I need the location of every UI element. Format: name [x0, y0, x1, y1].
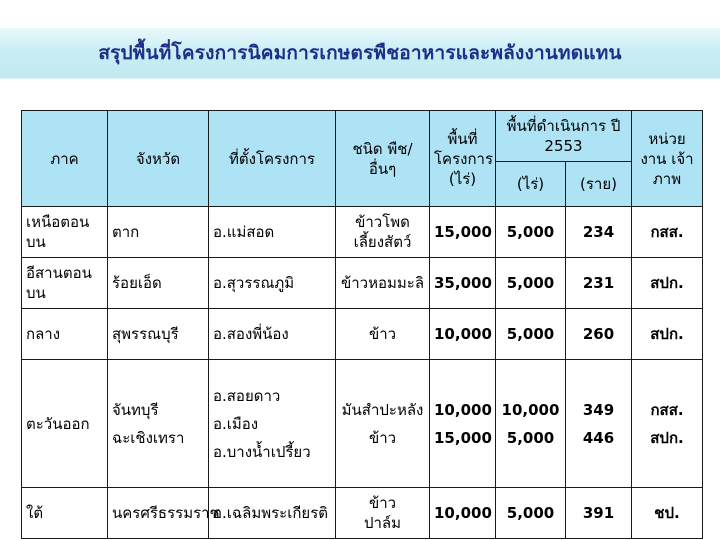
- header-province: จังหวัด: [108, 111, 209, 207]
- header-crop: ชนิด พืช/อื่นๆ: [336, 111, 430, 207]
- cell-region: ใต้: [22, 488, 108, 539]
- cell-crop: [336, 207, 430, 258]
- cell-project-area: [430, 360, 496, 488]
- table-row: [22, 207, 703, 258]
- cell-op-people: [566, 207, 632, 258]
- cell-project-area-value: 15,000: [434, 428, 492, 447]
- cell-province-value: ตาก: [112, 223, 140, 241]
- cell-crop-value: ปาล์ม: [363, 514, 402, 532]
- cell-location: [209, 309, 336, 360]
- table-row: [22, 309, 703, 360]
- cell-agency: [632, 309, 703, 360]
- cell-location: [209, 488, 336, 539]
- cell-agency-value: สปก.: [650, 428, 684, 447]
- cell-op-people-value: 349: [582, 400, 615, 419]
- title-band: [0, 28, 720, 78]
- cell-location-value: อ.แม่สอด: [213, 223, 275, 241]
- cell-op-people-value: 234: [582, 223, 615, 241]
- cell-op-rai: [496, 258, 566, 309]
- cell-op-people: [566, 309, 632, 360]
- cell-agency: [632, 360, 703, 488]
- cell-op-people-value: 391: [582, 504, 615, 522]
- cell-crop: [336, 360, 430, 488]
- cell-project-area: [430, 207, 496, 258]
- header-people: (ราย): [566, 162, 632, 207]
- header-project-area: พื้นที่โครงการ (ไร่): [430, 111, 496, 207]
- cell-agency-value: สปก.: [650, 274, 684, 292]
- cell-location-value: อ.สุวรรณภูมิ: [213, 274, 295, 292]
- cell-agency-value: กสส.: [650, 400, 684, 419]
- page-title: สรุปพื้นที่โครงการนิคมการเกษตรพืชอาหารและพลังงานทดแทน: [98, 42, 622, 64]
- cell-province-value: นครศรีธรรมราช: [112, 504, 220, 522]
- cell-op-rai: [496, 488, 566, 539]
- cell-agency-value: กสส.: [650, 223, 684, 241]
- cell-province: [108, 207, 209, 258]
- cell-op-people-value: 231: [582, 274, 615, 292]
- cell-crop-value: ข้าวโพดเลี้ยงสัตว์: [353, 213, 412, 251]
- cell-crop-value: ข้าว: [368, 325, 397, 343]
- cell-op-rai-value: 5,000: [506, 504, 555, 522]
- table-row: [22, 360, 703, 488]
- cell-location-value: อ.สอยดาว: [213, 386, 281, 405]
- cell-agency-value: ชป.: [654, 504, 680, 522]
- header-region: ภาค: [22, 111, 108, 207]
- cell-op-people: [566, 258, 632, 309]
- cell-op-rai-value: 5,000: [506, 428, 555, 447]
- cell-province-value: จันทบุรี: [112, 400, 159, 419]
- cell-location: [209, 207, 336, 258]
- cell-agency: [632, 488, 703, 539]
- cell-crop-value: มันสำปะหลัง: [341, 400, 424, 419]
- cell-location-value: อ.เมือง: [213, 414, 259, 433]
- cell-project-area-value: 10,000: [434, 400, 492, 419]
- cell-province: [108, 258, 209, 309]
- header-agency: หน่วยงาน เจ้าภาพ: [632, 111, 703, 207]
- cell-province: [108, 309, 209, 360]
- cell-op-rai: [496, 360, 566, 488]
- cell-op-rai: [496, 207, 566, 258]
- table-row: [22, 258, 703, 309]
- cell-project-area-value: 10,000: [434, 325, 492, 343]
- cell-location-value: อ.บางน้ำเปรี้ยว: [213, 442, 311, 461]
- table-body: [22, 207, 703, 539]
- cell-project-area-value: 10,000: [434, 504, 492, 522]
- header-rai: (ไร่): [496, 162, 566, 207]
- header-operating-area: พื้นที่ดำเนินการ ปี 2553: [496, 111, 632, 162]
- cell-agency: [632, 258, 703, 309]
- cell-op-rai-value: 5,000: [506, 274, 555, 292]
- cell-project-area-value: 35,000: [434, 274, 492, 292]
- cell-op-people-value: 446: [582, 428, 615, 447]
- cell-crop-value: ข้าว: [368, 428, 397, 447]
- cell-region: กลาง: [22, 309, 108, 360]
- cell-crop-value: ข้าวหอมมะลิ: [340, 274, 425, 292]
- cell-crop-value: ข้าว: [368, 494, 397, 512]
- project-summary-table: [21, 110, 703, 539]
- cell-agency-value: สปก.: [650, 325, 684, 343]
- table-row: [22, 488, 703, 539]
- cell-project-area: [430, 258, 496, 309]
- cell-province: [108, 360, 209, 488]
- cell-location-value: อ.เฉลิมพระเกียรติ: [213, 504, 328, 522]
- cell-location: [209, 258, 336, 309]
- cell-province-value: ร้อยเอ็ด: [112, 274, 162, 292]
- header-location: ที่ตั้งโครงการ: [209, 111, 336, 207]
- cell-agency: [632, 207, 703, 258]
- cell-project-area: [430, 488, 496, 539]
- cell-location: [209, 360, 336, 488]
- cell-op-rai-value: 5,000: [506, 223, 555, 241]
- cell-crop: [336, 309, 430, 360]
- cell-region: อีสานตอนบน: [22, 258, 108, 309]
- cell-province: [108, 488, 220, 539]
- cell-crop: [336, 258, 430, 309]
- cell-region: ตะวันออก: [22, 360, 108, 488]
- cell-op-rai-value: 5,000: [506, 325, 555, 343]
- cell-province-value: สุพรรณบุรี: [112, 325, 179, 343]
- cell-province-value: ฉะเชิงเทรา: [112, 428, 185, 447]
- cell-project-area: [430, 309, 496, 360]
- cell-op-people-value: 260: [582, 325, 615, 343]
- cell-op-rai: [496, 309, 566, 360]
- cell-project-area-value: 15,000: [434, 223, 492, 241]
- cell-op-people: [566, 488, 632, 539]
- cell-region: เหนือตอนบน: [22, 207, 108, 258]
- cell-op-people: [566, 360, 632, 488]
- cell-location-value: อ.สองพี่น้อง: [213, 325, 289, 343]
- cell-op-rai-value: 10,000: [501, 400, 560, 419]
- cell-crop: [336, 488, 430, 539]
